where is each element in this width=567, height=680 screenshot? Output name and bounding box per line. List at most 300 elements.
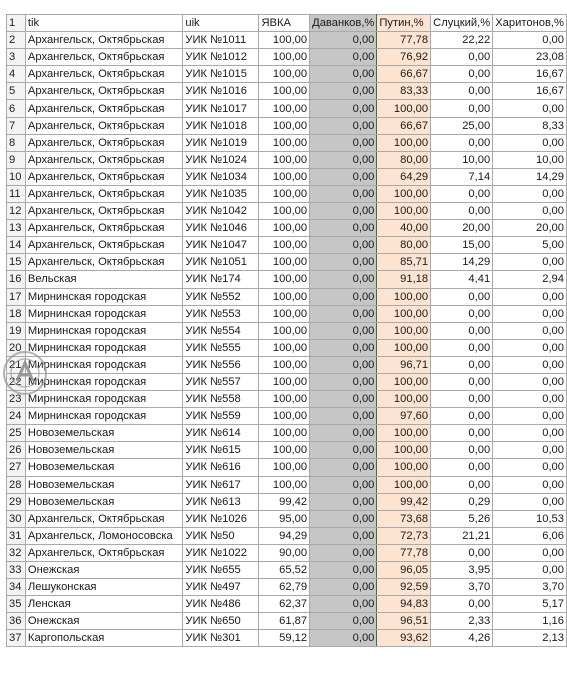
cell-yavka[interactable]: 100,00	[259, 100, 310, 117]
cell-davankov[interactable]: 0,00	[310, 630, 377, 647]
header-yavka[interactable]: ЯВКА	[259, 15, 310, 32]
cell-kharitonov[interactable]: 2,94	[493, 271, 567, 288]
cell-davankov[interactable]: 0,00	[310, 185, 377, 202]
cell-putin[interactable]: 64,29	[377, 168, 431, 185]
row-number[interactable]: 31	[7, 527, 26, 544]
cell-yavka[interactable]: 100,00	[259, 83, 310, 100]
cell-kharitonov[interactable]: 0,00	[493, 442, 567, 459]
cell-slutsky[interactable]: 0,00	[431, 442, 493, 459]
cell-kharitonov[interactable]: 0,00	[493, 459, 567, 476]
cell-uik[interactable]: УИК №1051	[183, 254, 259, 271]
cell-yavka[interactable]: 100,00	[259, 151, 310, 168]
cell-kharitonov[interactable]: 14,29	[493, 168, 567, 185]
cell-kharitonov[interactable]: 2,13	[493, 630, 567, 647]
cell-slutsky[interactable]: 4,26	[431, 630, 493, 647]
cell-putin[interactable]: 100,00	[377, 100, 431, 117]
cell-uik[interactable]: УИК №1034	[183, 168, 259, 185]
row-number[interactable]: 3	[7, 49, 26, 66]
cell-davankov[interactable]: 0,00	[310, 339, 377, 356]
cell-davankov[interactable]: 0,00	[310, 596, 377, 613]
cell-kharitonov[interactable]: 0,00	[493, 408, 567, 425]
cell-uik[interactable]: УИК №174	[183, 271, 259, 288]
cell-kharitonov[interactable]: 0,00	[493, 493, 567, 510]
cell-putin[interactable]: 96,71	[377, 356, 431, 373]
cell-putin[interactable]: 93,62	[377, 630, 431, 647]
cell-uik[interactable]: УИК №1022	[183, 544, 259, 561]
cell-tik[interactable]: Архангельск, Октябрьская	[25, 203, 182, 220]
cell-uik[interactable]: УИК №486	[183, 596, 259, 613]
cell-tik[interactable]: Архангельск, Октябрьская	[25, 220, 182, 237]
cell-davankov[interactable]: 0,00	[310, 562, 377, 579]
cell-uik[interactable]: УИК №50	[183, 527, 259, 544]
cell-putin[interactable]: 100,00	[377, 203, 431, 220]
row-number[interactable]: 29	[7, 493, 26, 510]
cell-davankov[interactable]: 0,00	[310, 322, 377, 339]
cell-slutsky[interactable]: 2,33	[431, 613, 493, 630]
cell-tik[interactable]: Онежская	[25, 562, 182, 579]
cell-davankov[interactable]: 0,00	[310, 305, 377, 322]
cell-putin[interactable]: 66,67	[377, 117, 431, 134]
cell-uik[interactable]: УИК №1024	[183, 151, 259, 168]
cell-slutsky[interactable]: 21,21	[431, 527, 493, 544]
cell-yavka[interactable]: 100,00	[259, 203, 310, 220]
cell-tik[interactable]: Архангельск, Октябрьская	[25, 134, 182, 151]
cell-davankov[interactable]: 0,00	[310, 356, 377, 373]
cell-uik[interactable]: УИК №553	[183, 305, 259, 322]
cell-yavka[interactable]: 100,00	[259, 305, 310, 322]
cell-putin[interactable]: 100,00	[377, 373, 431, 390]
row-number[interactable]: 24	[7, 408, 26, 425]
row-number[interactable]: 23	[7, 391, 26, 408]
cell-putin[interactable]: 83,33	[377, 83, 431, 100]
cell-yavka[interactable]: 65,52	[259, 562, 310, 579]
row-number[interactable]: 7	[7, 117, 26, 134]
row-number[interactable]: 30	[7, 510, 26, 527]
cell-putin[interactable]: 100,00	[377, 442, 431, 459]
cell-slutsky[interactable]: 0,00	[431, 100, 493, 117]
cell-tik[interactable]: Мирнинская городская	[25, 391, 182, 408]
cell-tik[interactable]: Архангельск, Октябрьская	[25, 254, 182, 271]
cell-tik[interactable]: Архангельск, Октябрьская	[25, 168, 182, 185]
cell-yavka[interactable]: 99,42	[259, 493, 310, 510]
cell-yavka[interactable]: 100,00	[259, 408, 310, 425]
cell-kharitonov[interactable]: 5,17	[493, 596, 567, 613]
cell-davankov[interactable]: 0,00	[310, 442, 377, 459]
cell-yavka[interactable]: 62,79	[259, 579, 310, 596]
cell-tik[interactable]: Онежская	[25, 613, 182, 630]
cell-davankov[interactable]: 0,00	[310, 83, 377, 100]
cell-yavka[interactable]: 100,00	[259, 442, 310, 459]
cell-tik[interactable]: Новоземельская	[25, 493, 182, 510]
row-number[interactable]: 11	[7, 185, 26, 202]
cell-uik[interactable]: УИК №1015	[183, 66, 259, 83]
cell-tik[interactable]: Вельская	[25, 271, 182, 288]
row-number[interactable]: 35	[7, 596, 26, 613]
cell-davankov[interactable]: 0,00	[310, 151, 377, 168]
cell-davankov[interactable]: 0,00	[310, 425, 377, 442]
cell-yavka[interactable]: 100,00	[259, 254, 310, 271]
row-number[interactable]: 13	[7, 220, 26, 237]
cell-uik[interactable]: УИК №1012	[183, 49, 259, 66]
row-number[interactable]: 34	[7, 579, 26, 596]
cell-kharitonov[interactable]: 0,00	[493, 544, 567, 561]
cell-slutsky[interactable]: 0,00	[431, 425, 493, 442]
cell-kharitonov[interactable]: 6,06	[493, 527, 567, 544]
row-number[interactable]: 1	[7, 15, 26, 32]
cell-slutsky[interactable]: 0,00	[431, 134, 493, 151]
cell-tik[interactable]: Мирнинская городская	[25, 356, 182, 373]
cell-kharitonov[interactable]: 16,67	[493, 83, 567, 100]
header-uik[interactable]: uik	[183, 15, 259, 32]
cell-yavka[interactable]: 100,00	[259, 49, 310, 66]
cell-putin[interactable]: 40,00	[377, 220, 431, 237]
cell-davankov[interactable]: 0,00	[310, 66, 377, 83]
cell-uik[interactable]: УИК №1016	[183, 83, 259, 100]
cell-yavka[interactable]: 100,00	[259, 168, 310, 185]
cell-putin[interactable]: 72,73	[377, 527, 431, 544]
row-number[interactable]: 12	[7, 203, 26, 220]
row-number[interactable]: 6	[7, 100, 26, 117]
cell-yavka[interactable]: 100,00	[259, 134, 310, 151]
cell-kharitonov[interactable]: 0,00	[493, 391, 567, 408]
cell-slutsky[interactable]: 22,22	[431, 32, 493, 49]
cell-tik[interactable]: Мирнинская городская	[25, 373, 182, 390]
cell-yavka[interactable]: 62,37	[259, 596, 310, 613]
cell-putin[interactable]: 80,00	[377, 151, 431, 168]
cell-tik[interactable]: Архангельск, Октябрьская	[25, 100, 182, 117]
cell-davankov[interactable]: 0,00	[310, 613, 377, 630]
row-number[interactable]: 27	[7, 459, 26, 476]
cell-kharitonov[interactable]: 0,00	[493, 305, 567, 322]
cell-kharitonov[interactable]: 23,08	[493, 49, 567, 66]
cell-putin[interactable]: 100,00	[377, 459, 431, 476]
cell-slutsky[interactable]: 0,00	[431, 476, 493, 493]
cell-yavka[interactable]: 100,00	[259, 32, 310, 49]
cell-slutsky[interactable]: 0,00	[431, 339, 493, 356]
cell-putin[interactable]: 100,00	[377, 322, 431, 339]
cell-putin[interactable]: 100,00	[377, 185, 431, 202]
cell-slutsky[interactable]: 0,00	[431, 391, 493, 408]
cell-putin[interactable]: 66,67	[377, 66, 431, 83]
cell-slutsky[interactable]: 0,00	[431, 305, 493, 322]
cell-tik[interactable]: Архангельск, Октябрьская	[25, 83, 182, 100]
table-row	[7, 203, 567, 220]
cell-uik[interactable]: УИК №1047	[183, 237, 259, 254]
cell-uik[interactable]: УИК №554	[183, 322, 259, 339]
cell-davankov[interactable]: 0,00	[310, 237, 377, 254]
cell-uik[interactable]: УИК №1019	[183, 134, 259, 151]
row-number[interactable]: 28	[7, 476, 26, 493]
row-number[interactable]: 19	[7, 322, 26, 339]
cell-kharitonov[interactable]: 5,00	[493, 237, 567, 254]
cell-davankov[interactable]: 0,00	[310, 203, 377, 220]
cell-slutsky[interactable]: 3,95	[431, 562, 493, 579]
cell-tik[interactable]: Новоземельская	[25, 442, 182, 459]
header-slutsky[interactable]: Слуцкий,%	[431, 15, 493, 32]
cell-kharitonov[interactable]: 8,33	[493, 117, 567, 134]
cell-tik[interactable]: Архангельск, Октябрьская	[25, 32, 182, 49]
cell-yavka[interactable]: 100,00	[259, 459, 310, 476]
cell-yavka[interactable]: 100,00	[259, 373, 310, 390]
row-number[interactable]: 36	[7, 613, 26, 630]
cell-davankov[interactable]: 0,00	[310, 476, 377, 493]
cell-tik[interactable]: Новоземельская	[25, 476, 182, 493]
cell-kharitonov[interactable]: 0,00	[493, 100, 567, 117]
cell-putin[interactable]: 100,00	[377, 339, 431, 356]
cell-yavka[interactable]: 100,00	[259, 425, 310, 442]
cell-davankov[interactable]: 0,00	[310, 168, 377, 185]
cell-putin[interactable]: 96,05	[377, 562, 431, 579]
cell-putin[interactable]: 77,78	[377, 32, 431, 49]
cell-uik[interactable]: УИК №555	[183, 339, 259, 356]
cell-uik[interactable]: УИК №650	[183, 613, 259, 630]
cell-putin[interactable]: 100,00	[377, 305, 431, 322]
cell-tik[interactable]: Архангельск, Ломоносовска	[25, 527, 182, 544]
cell-uik[interactable]: УИК №1046	[183, 220, 259, 237]
row-number[interactable]: 5	[7, 83, 26, 100]
cell-putin[interactable]: 100,00	[377, 476, 431, 493]
cell-slutsky[interactable]: 15,00	[431, 237, 493, 254]
cell-uik[interactable]: УИК №1042	[183, 203, 259, 220]
row-number[interactable]: 4	[7, 66, 26, 83]
cell-kharitonov[interactable]: 0,00	[493, 562, 567, 579]
cell-kharitonov[interactable]: 3,70	[493, 579, 567, 596]
cell-kharitonov[interactable]: 0,00	[493, 134, 567, 151]
row-number[interactable]: 14	[7, 237, 26, 254]
cell-putin[interactable]: 99,42	[377, 493, 431, 510]
cell-kharitonov[interactable]: 0,00	[493, 288, 567, 305]
row-number[interactable]: 17	[7, 288, 26, 305]
cell-uik[interactable]: УИК №614	[183, 425, 259, 442]
cell-tik[interactable]: Архангельск, Октябрьская	[25, 151, 182, 168]
cell-davankov[interactable]: 0,00	[310, 459, 377, 476]
cell-kharitonov[interactable]: 0,00	[493, 203, 567, 220]
cell-slutsky[interactable]: 4,41	[431, 271, 493, 288]
cell-putin[interactable]: 91,18	[377, 271, 431, 288]
cell-slutsky[interactable]: 0,00	[431, 66, 493, 83]
cell-davankov[interactable]: 0,00	[310, 100, 377, 117]
cell-kharitonov[interactable]: 10,53	[493, 510, 567, 527]
cell-tik[interactable]: Мирнинская городская	[25, 305, 182, 322]
cell-putin[interactable]: 80,00	[377, 237, 431, 254]
row-number[interactable]: 22	[7, 373, 26, 390]
cell-yavka[interactable]: 94,29	[259, 527, 310, 544]
table-row	[7, 134, 567, 151]
cell-uik[interactable]: УИК №301	[183, 630, 259, 647]
cell-yavka[interactable]: 100,00	[259, 391, 310, 408]
cell-davankov[interactable]: 0,00	[310, 32, 377, 49]
cell-putin[interactable]: 73,68	[377, 510, 431, 527]
cell-putin[interactable]: 77,78	[377, 544, 431, 561]
cell-slutsky[interactable]: 0,00	[431, 203, 493, 220]
cell-uik[interactable]: УИК №1011	[183, 32, 259, 49]
cell-davankov[interactable]: 0,00	[310, 373, 377, 390]
cell-putin[interactable]: 94,83	[377, 596, 431, 613]
row-number[interactable]: 20	[7, 339, 26, 356]
row-number[interactable]: 9	[7, 151, 26, 168]
cell-kharitonov[interactable]: 10,00	[493, 151, 567, 168]
cell-tik[interactable]: Лешуконская	[25, 579, 182, 596]
cell-davankov[interactable]: 0,00	[310, 544, 377, 561]
row-number[interactable]: 32	[7, 544, 26, 561]
cell-putin[interactable]: 92,59	[377, 579, 431, 596]
cell-davankov[interactable]: 0,00	[310, 527, 377, 544]
cell-davankov[interactable]: 0,00	[310, 134, 377, 151]
cell-kharitonov[interactable]: 0,00	[493, 425, 567, 442]
cell-davankov[interactable]: 0,00	[310, 220, 377, 237]
cell-uik[interactable]: УИК №617	[183, 476, 259, 493]
table-row	[7, 151, 567, 168]
cell-yavka[interactable]: 95,00	[259, 510, 310, 527]
cell-kharitonov[interactable]: 0,00	[493, 322, 567, 339]
cell-slutsky[interactable]: 0,00	[431, 544, 493, 561]
cell-putin[interactable]: 76,92	[377, 49, 431, 66]
cell-tik[interactable]: Архангельск, Октябрьская	[25, 66, 182, 83]
cell-uik[interactable]: УИК №616	[183, 459, 259, 476]
cell-tik[interactable]: Мирнинская городская	[25, 408, 182, 425]
cell-davankov[interactable]: 0,00	[310, 117, 377, 134]
cell-putin[interactable]: 100,00	[377, 288, 431, 305]
cell-putin[interactable]: 100,00	[377, 391, 431, 408]
cell-tik[interactable]: Архангельск, Октябрьская	[25, 544, 182, 561]
cell-tik[interactable]: Мирнинская городская	[25, 322, 182, 339]
cell-slutsky[interactable]: 5,26	[431, 510, 493, 527]
cell-davankov[interactable]: 0,00	[310, 510, 377, 527]
cell-yavka[interactable]: 100,00	[259, 220, 310, 237]
cell-tik[interactable]: Архангельск, Октябрьская	[25, 49, 182, 66]
cell-uik[interactable]: УИК №497	[183, 579, 259, 596]
cell-slutsky[interactable]: 0,00	[431, 83, 493, 100]
cell-putin[interactable]: 97,60	[377, 408, 431, 425]
cell-slutsky[interactable]: 0,00	[431, 596, 493, 613]
cell-tik[interactable]: Новоземельская	[25, 425, 182, 442]
cell-davankov[interactable]: 0,00	[310, 271, 377, 288]
cell-slutsky[interactable]: 0,00	[431, 185, 493, 202]
cell-kharitonov[interactable]: 0,00	[493, 373, 567, 390]
cell-slutsky[interactable]: 0,00	[431, 356, 493, 373]
cell-kharitonov[interactable]: 16,67	[493, 66, 567, 83]
cell-yavka[interactable]: 100,00	[259, 356, 310, 373]
row-number[interactable]: 26	[7, 442, 26, 459]
cell-uik[interactable]: УИК №655	[183, 562, 259, 579]
row-number[interactable]: 33	[7, 562, 26, 579]
cell-slutsky[interactable]: 7,14	[431, 168, 493, 185]
cell-slutsky[interactable]: 0,00	[431, 322, 493, 339]
cell-uik[interactable]: УИК №558	[183, 391, 259, 408]
cell-uik[interactable]: УИК №556	[183, 356, 259, 373]
cell-tik[interactable]: Архангельск, Октябрьская	[25, 185, 182, 202]
cell-slutsky[interactable]: 0,00	[431, 408, 493, 425]
cell-putin[interactable]: 100,00	[377, 134, 431, 151]
cell-kharitonov[interactable]: 0,00	[493, 32, 567, 49]
cell-slutsky[interactable]: 0,00	[431, 49, 493, 66]
cell-slutsky[interactable]: 20,00	[431, 220, 493, 237]
cell-tik[interactable]: Ленская	[25, 596, 182, 613]
row-number[interactable]: 10	[7, 168, 26, 185]
table-row	[7, 288, 567, 305]
row-number[interactable]: 21	[7, 356, 26, 373]
cell-tik[interactable]: Мирнинская городская	[25, 288, 182, 305]
cell-yavka[interactable]: 100,00	[259, 322, 310, 339]
cell-uik[interactable]: УИК №557	[183, 373, 259, 390]
cell-yavka[interactable]: 100,00	[259, 117, 310, 134]
cell-uik[interactable]: УИК №552	[183, 288, 259, 305]
cell-putin[interactable]: 85,71	[377, 254, 431, 271]
cell-yavka[interactable]: 100,00	[259, 476, 310, 493]
header-davankov[interactable]: Даванков,%	[310, 15, 377, 32]
cell-slutsky[interactable]: 0,00	[431, 459, 493, 476]
cell-tik[interactable]: Мирнинская городская	[25, 339, 182, 356]
cell-tik[interactable]: Архангельск, Октябрьская	[25, 237, 182, 254]
cell-uik[interactable]: УИК №1018	[183, 117, 259, 134]
row-number[interactable]: 18	[7, 305, 26, 322]
cell-kharitonov[interactable]: 0,00	[493, 356, 567, 373]
cell-davankov[interactable]: 0,00	[310, 408, 377, 425]
cell-yavka[interactable]: 100,00	[259, 237, 310, 254]
row-number[interactable]: 15	[7, 254, 26, 271]
cell-slutsky[interactable]: 0,00	[431, 373, 493, 390]
cell-slutsky[interactable]: 25,00	[431, 117, 493, 134]
cell-slutsky[interactable]: 10,00	[431, 151, 493, 168]
cell-davankov[interactable]: 0,00	[310, 288, 377, 305]
cell-kharitonov[interactable]: 0,00	[493, 339, 567, 356]
cell-uik[interactable]: УИК №559	[183, 408, 259, 425]
cell-kharitonov[interactable]: 0,00	[493, 476, 567, 493]
cell-uik[interactable]: УИК №1026	[183, 510, 259, 527]
cell-tik[interactable]: Архангельск, Октябрьская	[25, 117, 182, 134]
cell-slutsky[interactable]: 3,70	[431, 579, 493, 596]
cell-slutsky[interactable]: 0,00	[431, 288, 493, 305]
row-number[interactable]: 16	[7, 271, 26, 288]
cell-davankov[interactable]: 0,00	[310, 49, 377, 66]
cell-yavka[interactable]: 61,87	[259, 613, 310, 630]
row-number[interactable]: 2	[7, 32, 26, 49]
cell-davankov[interactable]: 0,00	[310, 493, 377, 510]
header-tik[interactable]: tik	[25, 15, 182, 32]
row-number[interactable]: 8	[7, 134, 26, 151]
cell-yavka[interactable]: 100,00	[259, 339, 310, 356]
cell-kharitonov[interactable]: 0,00	[493, 254, 567, 271]
header-putin[interactable]: Путин,%	[377, 15, 431, 32]
cell-tik[interactable]: Каргопольская	[25, 630, 182, 647]
cell-kharitonov[interactable]: 20,00	[493, 220, 567, 237]
cell-tik[interactable]: Новоземельская	[25, 459, 182, 476]
cell-yavka[interactable]: 100,00	[259, 185, 310, 202]
cell-slutsky[interactable]: 14,29	[431, 254, 493, 271]
cell-uik[interactable]: УИК №1017	[183, 100, 259, 117]
cell-davankov[interactable]: 0,00	[310, 391, 377, 408]
cell-yavka[interactable]: 100,00	[259, 66, 310, 83]
cell-davankov[interactable]: 0,00	[310, 254, 377, 271]
header-kharitonov[interactable]: Харитонов,%	[493, 15, 567, 32]
cell-kharitonov[interactable]: 1,16	[493, 613, 567, 630]
cell-yavka[interactable]: 59,12	[259, 630, 310, 647]
cell-yavka[interactable]: 100,00	[259, 288, 310, 305]
cell-davankov[interactable]: 0,00	[310, 579, 377, 596]
cell-putin[interactable]: 96,51	[377, 613, 431, 630]
cell-slutsky[interactable]: 0,29	[431, 493, 493, 510]
cell-uik[interactable]: УИК №615	[183, 442, 259, 459]
cell-kharitonov[interactable]: 0,00	[493, 185, 567, 202]
row-number[interactable]: 25	[7, 425, 26, 442]
cell-tik[interactable]: Архангельск, Октябрьская	[25, 510, 182, 527]
cell-uik[interactable]: УИК №1035	[183, 185, 259, 202]
cell-yavka[interactable]: 90,00	[259, 544, 310, 561]
cell-putin[interactable]: 100,00	[377, 425, 431, 442]
cell-uik[interactable]: УИК №613	[183, 493, 259, 510]
row-number[interactable]: 37	[7, 630, 26, 647]
cell-yavka[interactable]: 100,00	[259, 271, 310, 288]
